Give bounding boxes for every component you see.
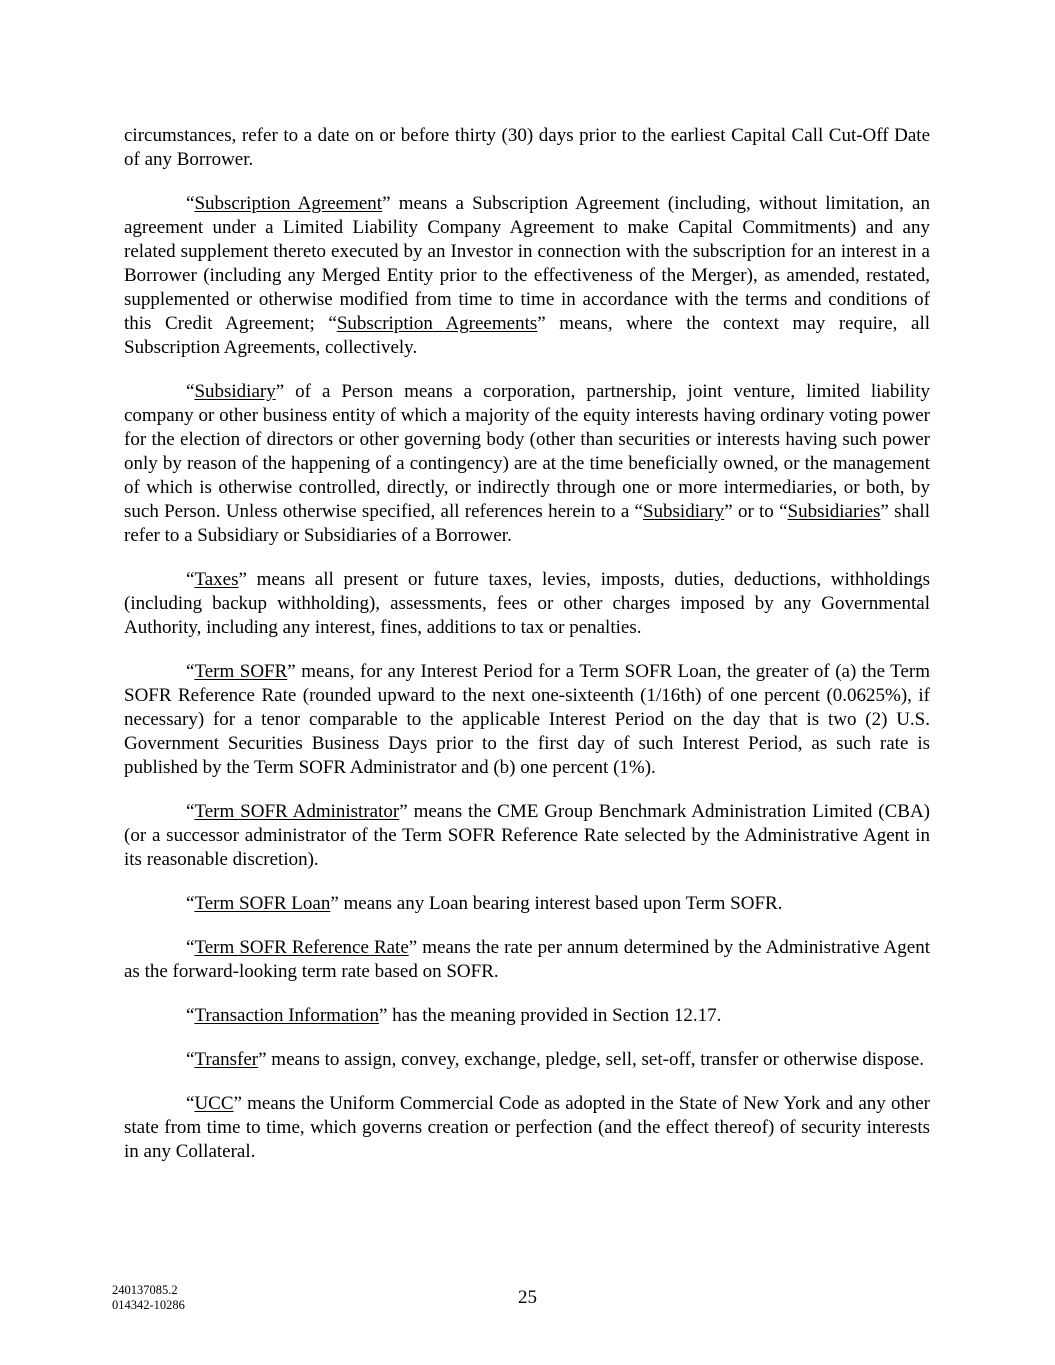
definition-text: ” shall refer to a Subsidiary or Subsidiaries of a Borrower. bbox=[124, 501, 930, 546]
definition-text: ” or to “ bbox=[724, 501, 788, 522]
definition-text: ” of a Person means a corporation, partnership, joint venture, limited liability company or other business entity of which a majority of the equity interests having ordinary voting power for the election of directors or other governing body (other than securities or interests having such power only by reason of the happening of a contingency) are at the time beneficially owned, or the management of which is otherwise controlled, directly, or indirectly through one or more intermediaries, or both, by such Person. Unless otherwise specified, all references herein to a “ bbox=[124, 381, 930, 522]
defined-term: Subsidiary bbox=[194, 381, 276, 402]
definition-term-sofr-administrator: “Term SOFR Administrator” means the CME Group Benchmark Administration Limited (CBA) (or a successor administrator of the Term SOFR Reference Rate selected by the Administrative Agent in its reasonable discretion). bbox=[124, 801, 930, 870]
defined-term: Term SOFR Reference Rate bbox=[194, 937, 409, 958]
defined-term: Transaction Information bbox=[194, 1005, 379, 1026]
defined-term: Subscription Agreements bbox=[336, 313, 538, 334]
definition-text: ” has the meaning provided in Section 12.17. bbox=[378, 1005, 722, 1026]
defined-term: Taxes bbox=[194, 569, 239, 590]
definition-text: ” means the CME Group Benchmark Administration Limited (CBA) (or a successor administrator of the Term SOFR Reference Rate selected by the Administrative Agent in its reasonable discretion). bbox=[124, 801, 930, 870]
definition-text: ” means, where the context may require, all Subscription Agreements, collectively. bbox=[124, 313, 931, 358]
definition-subsidiary: “Subsidiary” of a Person means a corporation, partnership, joint venture, limited liability company or other business entity of which a majority of the equity interests having ordinary voting power for the election of directors or other governing body (other than securities or interests having such power only by reason of the happening of a contingency) are at the time beneficially owned, or the management of which is otherwise controlled, directly, or indirectly through one or more intermediaries, or both, by such Person. Unless otherwise specified, all references herein to a “Subsidiary” or to “Subsidiaries” shall refer to a Subsidiary or Subsidiaries of a Borrower. bbox=[124, 381, 930, 546]
definition-transaction-information: “Transaction Information” has the meaning provided in Section 12.17. bbox=[186, 1005, 722, 1026]
definition-ucc: “UCC” means the Uniform Commercial Code as adopted in the State of New York and any other state from time to time, which governs creation or perfection (and the effect thereof) of security interests in any Collateral. bbox=[124, 1093, 930, 1162]
defined-term: UCC bbox=[194, 1093, 234, 1114]
matter-id: 014342-10286 bbox=[112, 1298, 185, 1312]
doc-id: 240137085.2 bbox=[112, 1283, 178, 1297]
definition-taxes: “Taxes” means all present or future taxes, levies, imposts, duties, deductions, withholdings (including backup withholding), assessments, fees or other charges imposed by any Governmental Authority, including any interest, fines, additions to tax or penalties. bbox=[124, 569, 930, 638]
defined-term: Subscription Agreement bbox=[194, 193, 383, 214]
definition-text: ” means the rate per annum determined by the Administrative Agent as the forward-looking term rate based on SOFR. bbox=[124, 937, 930, 982]
definition-text: ” means all present or future taxes, levies, imposts, duties, deductions, withholdings (including backup withholding), assessments, fees or other charges imposed by any Governmental Authority, including any interest, fines, additions to tax or penalties. bbox=[124, 569, 930, 638]
definition-text: ” means, for any Interest Period for a Term SOFR Loan, the greater of (a) the Term SOFR Reference Rate (rounded upward to the next one-sixteenth (1/16th) of one percent (0.0625%), if necessary) for a tenor comparable to the applicable Interest Period on the day that is two (2) U.S. Government Securities Business Days prior to the first day of such Interest Period, as such rate is published by the Term SOFR Administrator and (b) one percent (1%). bbox=[124, 661, 930, 778]
defined-term: Term SOFR Loan bbox=[194, 893, 331, 914]
definition-text: ” means any Loan bearing interest based upon Term SOFR. bbox=[330, 893, 783, 914]
definition-text: ” means a Subscription Agreement (including, without limitation, an agreement under a Limited Liability Company Agreement to make Capital Commitments) and any related supplement thereto executed by an Investor in connection with the subscription for an interest in a Borrower (including any Merged Entity prior to the effectiveness of the Merger), as amended, restated, supplemented or otherwise modified from time to time in accordance with the terms and conditions of this Credit Agreement; “ bbox=[124, 193, 930, 334]
paragraph-text: circumstances, refer to a date on or before thirty (30) days prior to the earliest Capital Call Cut-Off Date of any Borrower. bbox=[124, 125, 930, 170]
defined-term: Transfer bbox=[194, 1049, 259, 1070]
definition-text: ” means to assign, convey, exchange, pledge, sell, set-off, transfer or otherwise dispose. bbox=[258, 1049, 924, 1070]
definition-term-sofr: “Term SOFR” means, for any Interest Period for a Term SOFR Loan, the greater of (a) the Term SOFR Reference Rate (rounded upward to the next one-sixteenth (1/16th) of one percent (0.0625%), if necessary) for a tenor comparable to the applicable Interest Period on the day that is two (2) U.S. Government Securities Business Days prior to the first day of such Interest Period, as such rate is published by the Term SOFR Administrator and (b) one percent (1%). bbox=[124, 661, 930, 778]
definition-text: ” means the Uniform Commercial Code as adopted in the State of New York and any other state from time to time, which governs creation or perfection (and the effect thereof) of security interests in any Collateral. bbox=[124, 1093, 930, 1162]
document-body bbox=[124, 124, 930, 1184]
definition-term-sofr-loan: “Term SOFR Loan” means any Loan bearing interest based upon Term SOFR. bbox=[186, 893, 783, 914]
page-number: 25 bbox=[518, 1287, 537, 1308]
defined-term: Term SOFR bbox=[194, 661, 288, 682]
definition-transfer: “Transfer” means to assign, convey, exchange, pledge, sell, set-off, transfer or otherwise dispose. bbox=[186, 1049, 924, 1070]
definition-subscription-agreement: “Subscription Agreement” means a Subscription Agreement (including, without limitation, an agreement under a Limited Liability Company Agreement to make Capital Commitments) and any related supplement thereto executed by an Investor in connection with the subscription for an interest in a Borrower (including any Merged Entity prior to the effectiveness of the Merger), as amended, restated, supplemented or otherwise modified from time to time in accordance with the terms and conditions of this Credit Agreement; “Subscription Agreements” means, where the context may require, all Subscription Agreements, collectively. bbox=[124, 193, 931, 358]
defined-term: Term SOFR Administrator bbox=[194, 801, 400, 822]
defined-term: Subsidiary bbox=[642, 501, 725, 522]
definition-term-sofr-reference-rate: “Term SOFR Reference Rate” means the rate per annum determined by the Administrative Agent as the forward-looking term rate based on SOFR. bbox=[124, 937, 930, 982]
defined-term: Subsidiaries bbox=[787, 501, 881, 522]
paragraph-continuation bbox=[124, 124, 930, 172]
